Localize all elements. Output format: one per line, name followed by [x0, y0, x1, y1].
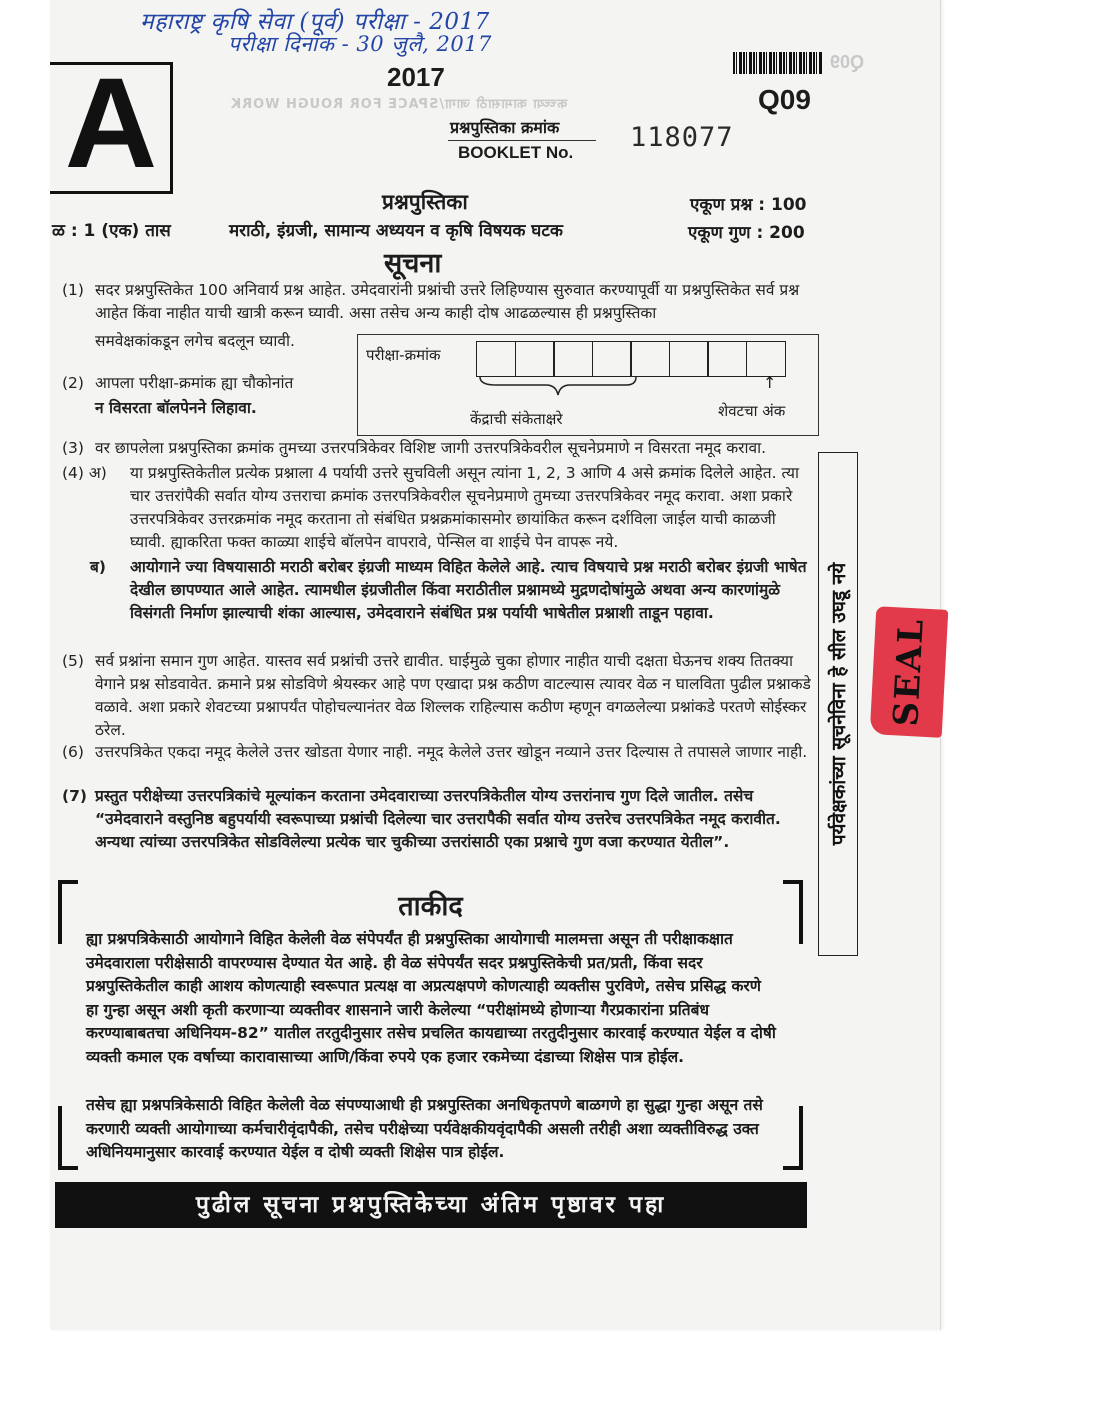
ghost-code-mirrored: Q09	[830, 52, 865, 72]
seal-warning-text: पर्यवेक्षकांच्या सूचनेविना हे सील उघडू नये	[828, 562, 850, 846]
duration: ळ : 1 (एक) तास	[52, 221, 171, 241]
instruction-4a	[62, 462, 814, 554]
center-code-label: केंद्राची संकेताक्षरे	[470, 410, 563, 428]
instruction-text: आपला परीक्षा-क्रमांक ह्या चौकोनांत	[95, 374, 294, 392]
instruction-text: या प्रश्नपुस्तिकेतील प्रत्येक प्रश्नाला 4 पर्यायी उत्तरे सुचविली असून त्यांना 1, 2, 3 आणि 4 असे क्रमांक दिलेले आहेत. त्या चार उत्तरांपैकी सर्वात योग्य उत्तराचा क्रमांक उत्तरपत्रिकेवरील सूचनेप्रमाणे तुमच्या उत्तरपत्रिकेवर नमूद करावा. अशा प्रकारे उत्तरपत्रिकेवर उत्तरक्रमांक नमूद करताना तो संबंधित प्रश्नक्रमांकासमोर छायांकित करून दर्शविला जाईल याची काळजी घ्यावी. ह्याकरिता फक्त काळ्या शाईचे बॉलपेन वापरावे, पेन्सिल वा शाईचे पेन वापरू नये.	[130, 464, 799, 551]
roll-cell[interactable]	[515, 341, 555, 377]
instruction-2-cont	[62, 397, 352, 420]
last-digit-arrow: ↑	[763, 373, 777, 392]
series-letter: A	[64, 52, 158, 195]
instruction-1-cont	[62, 330, 342, 353]
booklet-word: प्रश्नपुस्तिका	[382, 190, 468, 214]
instruction-number: (4) अ)	[62, 464, 107, 482]
instruction-number: (2)	[62, 374, 84, 392]
booklet-label-marathi: प्रश्नपुस्तिका क्रमांक	[450, 118, 560, 137]
instruction-4b	[62, 556, 814, 625]
seal-sticker[interactable]	[870, 606, 949, 738]
warning-box	[58, 880, 803, 1170]
barcode	[733, 52, 823, 74]
instruction-1	[62, 279, 814, 325]
seal-label: SEAL	[886, 616, 932, 728]
roll-number-box	[357, 334, 819, 436]
paper-code: Q09	[758, 84, 811, 115]
booklet-number: 118077	[630, 122, 734, 153]
roll-number-cells[interactable]	[476, 341, 784, 377]
roll-number-label: परीक्षा-क्रमांक	[366, 346, 441, 364]
footer-bar: पुढील सूचना प्रश्नपुस्तिकेच्या अंतिम पृष्ठावर पहा	[55, 1182, 807, 1228]
booklet-label-english: BOOKLET No.	[458, 143, 574, 162]
instruction-text: समवेक्षकांकडून लगेच बदलून घ्यावी.	[95, 332, 295, 350]
instruction-text: प्रस्तुत परीक्षेच्या उत्तरपत्रिकांचे मूल्यांकन करताना उमेदवाराच्या उत्तरपत्रिकेतील योग्य उत्तरांनाच गुण दिले जातील. तसेच “उमेदवाराने वस्तुनिष्ठ बहुपर्यायी स्वरूपाच्या प्रश्नांची दिलेल्या चार उत्तरापैकी सर्वात योग्य उत्तरेच उत्तरपत्रिकेत नमूद करावीत. अन्यथा त्यांच्या उत्तरपत्रिकेत सोडविलेल्या प्रत्येक चार चुकीच्या उत्तरांसाठी एका प्रश्नाचे गुण वजा करण्यात येतील”.	[95, 787, 781, 851]
rough-work-mirrored: कच्च्या कामासाठी जागा/SPACE FOR ROUGH WORK	[230, 97, 568, 112]
instruction-text: आयोगाने ज्या विषयासाठी मराठी बरोबर इंग्रजी माध्यम विहित केलेले आहे. त्याच विषयाचे प्रश्न मराठी बरोबर इंग्रजी भाषेत देखील छापण्यात आले आहेत. त्यामधील इंग्रजीतील किंवा मराठीतील प्रश्नामध्ये मुद्रणदोषांमुळे अथवा अन्य कारणांमुळे विसंगती निर्माण झाल्याची शंका आल्यास, उमेदवाराने संबंधित प्रश्न पर्यायी भाषेतील प्रश्नाशी ताडून पहावा.	[130, 558, 807, 622]
instruction-2	[62, 372, 352, 395]
warning-heading: ताकीद	[398, 891, 463, 922]
instruction-7	[62, 785, 814, 854]
total-questions: एकूण प्रश्न : 100	[690, 195, 807, 215]
roll-cell[interactable]	[669, 341, 709, 377]
instruction-number: (1)	[62, 281, 84, 299]
handwritten-exam-date: परीक्षा दिनांक - 30 जुलै, 2017	[228, 32, 492, 56]
roll-cell[interactable]	[476, 341, 516, 377]
instruction-3	[62, 437, 814, 460]
instruction-text: न विसरता बॉलपेनने लिहावा.	[95, 399, 257, 417]
seal-warning-vertical	[818, 452, 858, 956]
warning-paragraph-2: तसेच ह्या प्रश्नपत्रिकेसाठी विहित केलेली वेळ संपण्याआधी ही प्रश्नपुस्तिका अनधिकृतपणे बाळगणे हा सुद्धा गुन्हा असून तसे करणारी व्यक्ती आयोगाच्या कर्मचारीवृंदापैकी, तसेच परीक्षेच्या पर्यवेक्षकीयवृंदापैकी असली तरीही अशा व्यक्तीविरुद्ध उक्त अधिनियमानुसार कारवाई करण्यात येईल व दोषी व्यक्ती शिक्षेस पात्र होईल.	[86, 1096, 763, 1161]
roll-cell[interactable]	[746, 341, 786, 377]
instruction-number: (3)	[62, 439, 84, 457]
subjects: मराठी, इंग्रजी, सामान्य अध्ययन व कृषि विषयक घटक	[229, 221, 563, 241]
handwritten-exam-title: महाराष्ट्र कृषि सेवा (पूर्व) परीक्षा - 2017	[140, 9, 490, 35]
instruction-text: वर छापलेला प्रश्नपुस्तिका क्रमांक तुमच्या उत्तरपत्रिकेवर विशिष्ट जागी उत्तरपत्रिकेवरील सूचनेप्रमाणे न विसरता नमूद करावा.	[95, 439, 767, 457]
warning-paragraph-1: ह्या प्रश्नपत्रिकेसाठी आयोगाने विहित केलेली वेळ संपेपर्यंत ही प्रश्नपुस्तिका आयोगाची मालमत्ता असून ती परीक्षाकक्षात उमेदवाराला परीक्षेसाठी वापरण्यास देण्यात येत आहे. ही वेळ संपेपर्यंत सदर प्रश्नपुस्तिकेची प्रत/प्रती, किंवा सदर प्रश्नपुस्तिकेतील काही आशय कोणत्याही स्वरूपात प्रत्यक्ष वा अप्रत्यक्षपणे कोणत्याही व्यक्तीस पुरविणे, तसेच प्रसिद्ध करणे हा गुन्हा असून अशी कृती करणाऱ्या व्यक्तीवर शासनाने जारी केलेल्या “परीक्षांमध्ये होणाऱ्या गैरप्रकारांना प्रतिबंध करण्याबाबतचा अधिनियम-82” यातील तरतुदीनुसार तसेच प्रचलित कायद्याच्या तरतुदीनुसार कारवाई करण्यात येईल व दोषी व्यक्ती कमाल एक वर्षाच्या कारावासाच्या आणि/किंवा रुपये एक हजार रकमेच्या दंडाच्या शिक्षेस पात्र होईल.	[86, 930, 776, 1066]
instruction-5	[62, 650, 814, 742]
instruction-text: सर्व प्रश्नांना समान गुण आहेत. यास्तव सर्व प्रश्नांची उत्तरे द्यावीत. घाईमुळे चुका होणार नाहीत याची दक्षता घेऊनच शक्य तितक्या वेगाने प्रश्न सोडवावेत. क्रमाने प्रश्न सोडविणे श्रेयस्कर आहे पण एखादा प्रश्न कठीण वाटल्यास त्यावर वेळ न घालविता पुढील प्रश्नाकडे वळावे. अशा प्रकारे शेवटच्या प्रश्नापर्यंत पोहोचल्यानंतर वेळ शिल्लक राहिल्यास कठीण म्हणून वगळलेल्या प्रश्नांकडे परतणे सोईस्कर ठरेल.	[95, 652, 811, 739]
roll-cell[interactable]	[553, 341, 593, 377]
instruction-6	[62, 741, 814, 764]
roll-cell[interactable]	[707, 341, 747, 377]
instruction-text: उत्तरपत्रिकेत एकदा नमूद केलेले उत्तर खोडता येणार नाही. नमूद केलेले उत्तर खोडून नव्याने उत्तर दिल्यास ते तपासले जाणार नाही.	[95, 743, 808, 761]
last-digit-label: शेवटचा अंक	[718, 402, 786, 420]
roll-cell[interactable]	[592, 341, 632, 377]
instruction-number: ब)	[90, 558, 106, 576]
center-code-brace	[476, 373, 776, 403]
instructions-heading: सूचना	[384, 248, 442, 279]
instruction-text: सदर प्रश्नपुस्तिकेत 100 अनिवार्य प्रश्न आहेत. उमेदवारांनी प्रश्नांची उत्तरे लिहिण्यास सुरुवात करण्यापूर्वी या प्रश्नपुस्तिकेत सर्व प्रश्न आहेत किंवा नाहीत याची खात्री करून घ्यावी. असा तसेच अन्य काही दोष आढळल्यास ही प्रश्नपुस्तिका	[95, 281, 800, 322]
instruction-number: (5)	[62, 652, 84, 670]
instruction-number: (6)	[62, 743, 84, 761]
instruction-number: (7)	[62, 787, 87, 805]
total-marks: एकूण गुण : 200	[688, 223, 805, 243]
exam-year: 2017	[387, 62, 445, 92]
roll-cell[interactable]	[630, 341, 670, 377]
